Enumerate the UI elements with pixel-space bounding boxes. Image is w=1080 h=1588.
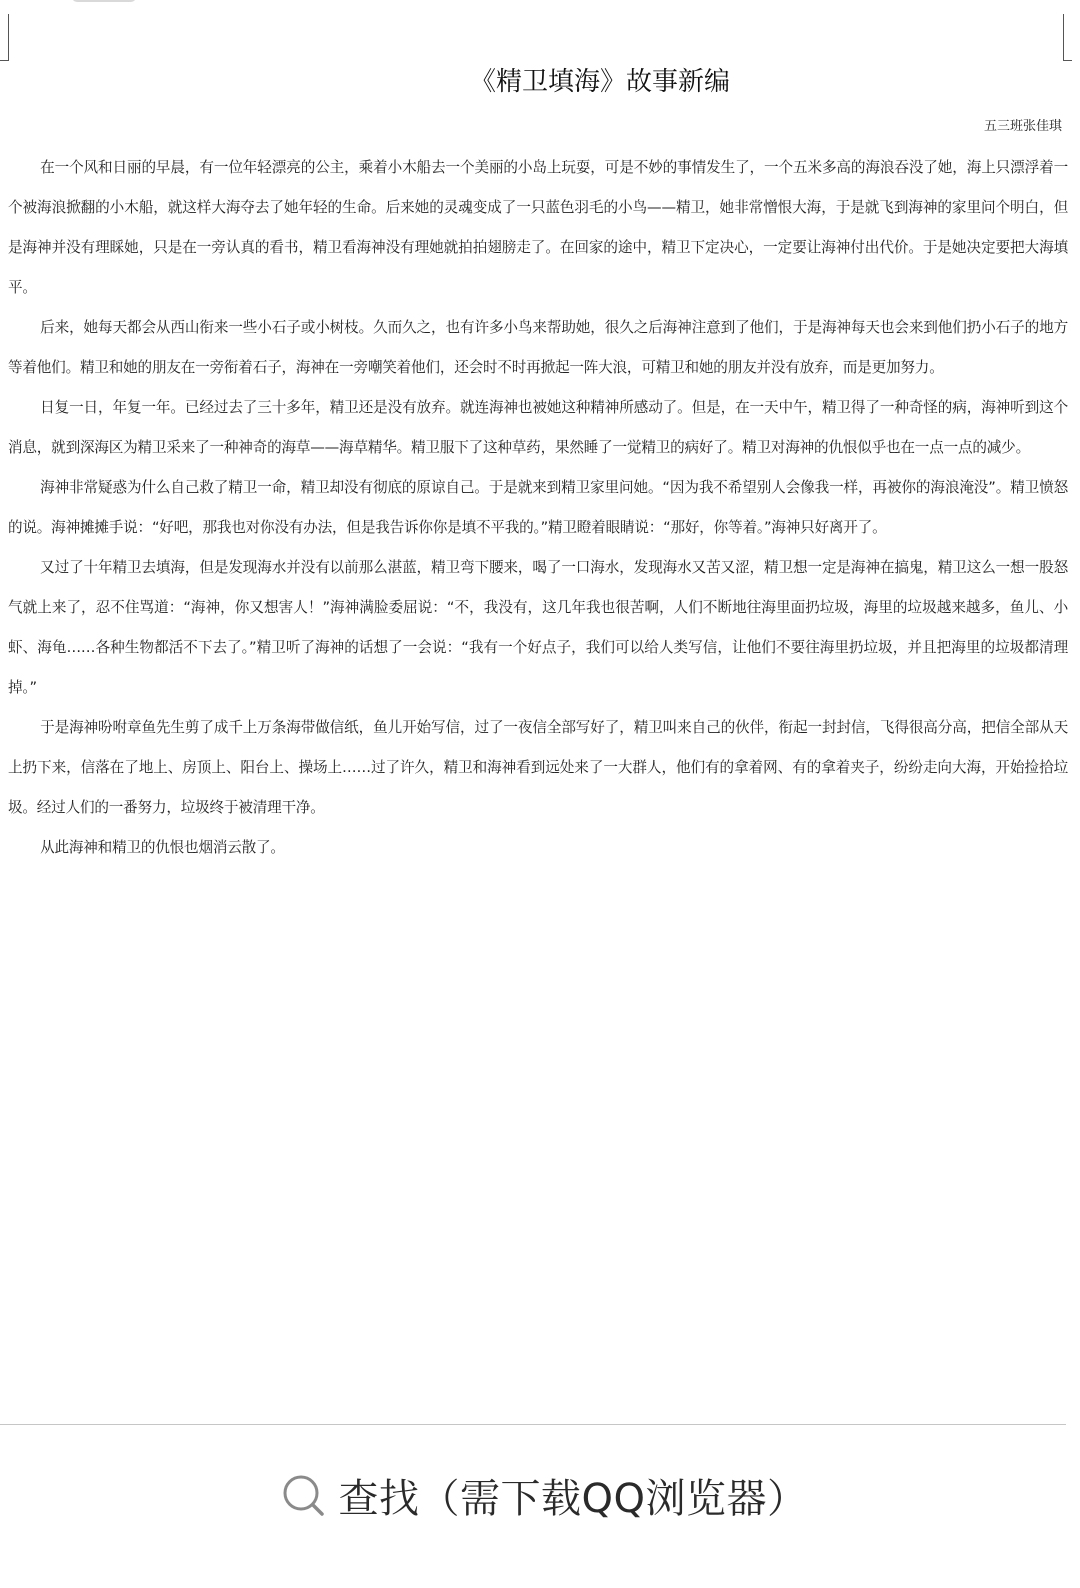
- document-title: 《精卫填海》故事新编: [469, 67, 730, 97]
- paragraph: 海神非常疑惑为什么自己救了精卫一命，精卫却没有彻底的原谅自己。于是就来到精卫家里问她。“因为我不希望别人会像我一样，再被你的海浪淹没”。精卫愤怒的说。海神摊摊手说：“好吧，那我也对你没有办法，但是我告诉你你是填不平我的。”精卫瞪着眼睛说：“那好，你等着。”海神只好离开了。: [8, 479, 1068, 536]
- find-button[interactable]: [273, 1467, 808, 1524]
- find-bar: [0, 1425, 1080, 1565]
- paragraph: 日复一日，年复一年。已经过去了三十多年，精卫还是没有放弃。就连海神也被她这种精神所感动了。但是，在一天中午，精卫得了一种奇怪的病，海神听到这个消息，就到深海区为精卫采来了一种神奇的海草——海草精华。精卫服下了这种草药，果然睡了一觉精卫的病好了。精卫对海神的仇恨似乎也在一点一点的减少。: [8, 399, 1068, 456]
- paragraph: 从此海神和精卫的仇恨也烟消云散了。: [40, 839, 285, 856]
- paragraph: 于是海神吩咐章鱼先生剪了成千上万条海带做信纸，鱼儿开始写信，过了一夜信全部写好了，精卫叫来自己的伙伴，衔起一封封信，飞得很高分高，把信全部从天上扔下来，信落在了地上、房顶上、阳台上、操场上……过了许久，精卫和海神看到远处来了一大群人，他们有的拿着网、有的拿着夹子，纷纷走向大海，开始捡拾垃圾。经过人们的一番努力，垃圾终于被清理干净。: [8, 719, 1068, 816]
- document-body: [8, 148, 1068, 868]
- search-icon: [281, 1473, 325, 1517]
- find-label: 查找（需下载QQ浏览器）: [338, 1475, 808, 1522]
- document-author: 五三班张佳琪: [983, 119, 1062, 134]
- paragraph: 后来，她每天都会从西山衔来一些小石子或小树枝。久而久之，也有许多小鸟来帮助她，很久之后海神注意到了他们，于是海神每天也会来到他们扔小石子的地方等着他们。精卫和她的朋友在一旁衔着石子，海神在一旁嘲笑着他们，还会时不时再掀起一阵大浪，可精卫和她的朋友并没有放弃，而是更加努力。: [8, 319, 1068, 376]
- paragraph: 又过了十年精卫去填海，但是发现海水并没有以前那么湛蓝，精卫弯下腰来，喝了一口海水，发现海水又苦又涩，精卫想一定是海神在搞鬼，精卫这么一想一股怒气就上来了，忍不住骂道：“海神，你又想害人！”海神满脸委屈说：“不，我没有，这几年我也很苦啊，人们不断地往海里面扔垃圾，海里的垃圾越来越多，鱼儿、小虾、海龟……各种生物都活不下去了。”精卫听了海神的话想了一会说：“我有一个好点子，我们可以给人类写信，让他们不要往海里扔垃圾，并且把海里的垃圾都清理掉。”: [8, 559, 1068, 696]
- paragraph: 在一个风和日丽的早晨，有一位年轻漂亮的公主，乘着小木船去一个美丽的小岛上玩耍，可是不妙的事情发生了，一个五米多高的海浪吞没了她，海上只漂浮着一个被海浪掀翻的小木船，就这样大海夺去了她年轻的生命。后来她的灵魂变成了一只蓝色羽毛的小鸟——精卫，她非常憎恨大海，于是就飞到海神的家里问个明白，但是海神并没有理睬她，只是在一旁认真的看书，精卫看海神没有理她就拍拍翅膀走了。在回家的途中，精卫下定决心，一定要让海神付出代价。于是她决定要把大海填平。: [8, 159, 1068, 296]
- bottom-strip: [0, 1565, 1080, 1588]
